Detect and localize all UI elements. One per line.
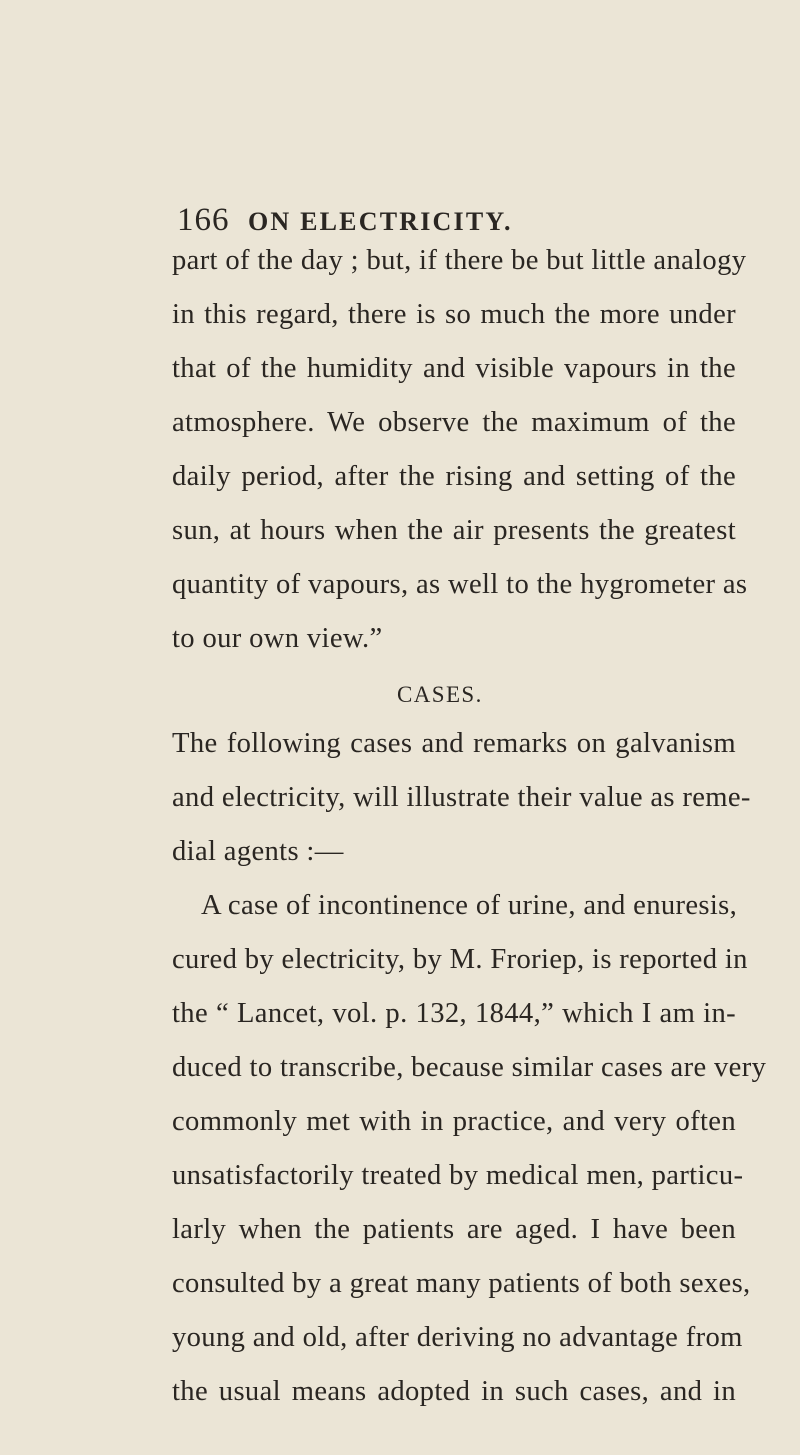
text-line: and electricity, will illustrate their value as reme- xyxy=(172,782,751,813)
text-line: sun, at hours when the air presents the greatest xyxy=(172,515,736,546)
text-line: the usual means adopted in such cases, and in xyxy=(172,1376,736,1407)
running-head-title: ON ELECTRICITY. xyxy=(248,207,513,236)
text-line: that of the humidity and visible vapours in the xyxy=(172,353,736,384)
text-line: daily period, after the rising and setting of the xyxy=(172,461,736,492)
text-line: quantity of vapours, as well to the hygrometer as xyxy=(172,569,748,600)
text-line: commonly met with in practice, and very often xyxy=(172,1106,736,1137)
text-line: atmosphere. We observe the maximum of the xyxy=(172,407,736,438)
text-line: young and old, after deriving no advantage from xyxy=(172,1322,743,1353)
text-line: A case of incontinence of urine, and enuresis, xyxy=(201,890,738,921)
text-line: larly when the patients are aged. I have been xyxy=(172,1214,736,1245)
section-heading: CASES. xyxy=(397,682,483,707)
text-line: to our own view.” xyxy=(172,623,383,654)
text-line: The following cases and remarks on galvanism xyxy=(172,728,736,759)
running-head xyxy=(177,200,747,248)
text-line: part of the day ; but, if there be but little analogy xyxy=(172,245,747,276)
text-line: in this regard, there is so much the more under xyxy=(172,299,736,330)
page-number: 166 xyxy=(177,202,230,238)
text-line: consulted by a great many patients of both sexes, xyxy=(172,1268,751,1299)
text-line: the “ Lancet, vol. p. 132, 1844,” which I am in- xyxy=(172,998,736,1029)
text-line: unsatisfactorily treated by medical men, particu- xyxy=(172,1160,744,1191)
text-line: duced to transcribe, because similar cases are very xyxy=(172,1052,767,1083)
text-line: dial agents :— xyxy=(172,836,344,867)
text-line: cured by electricity, by M. Froriep, is reported in xyxy=(172,944,748,975)
